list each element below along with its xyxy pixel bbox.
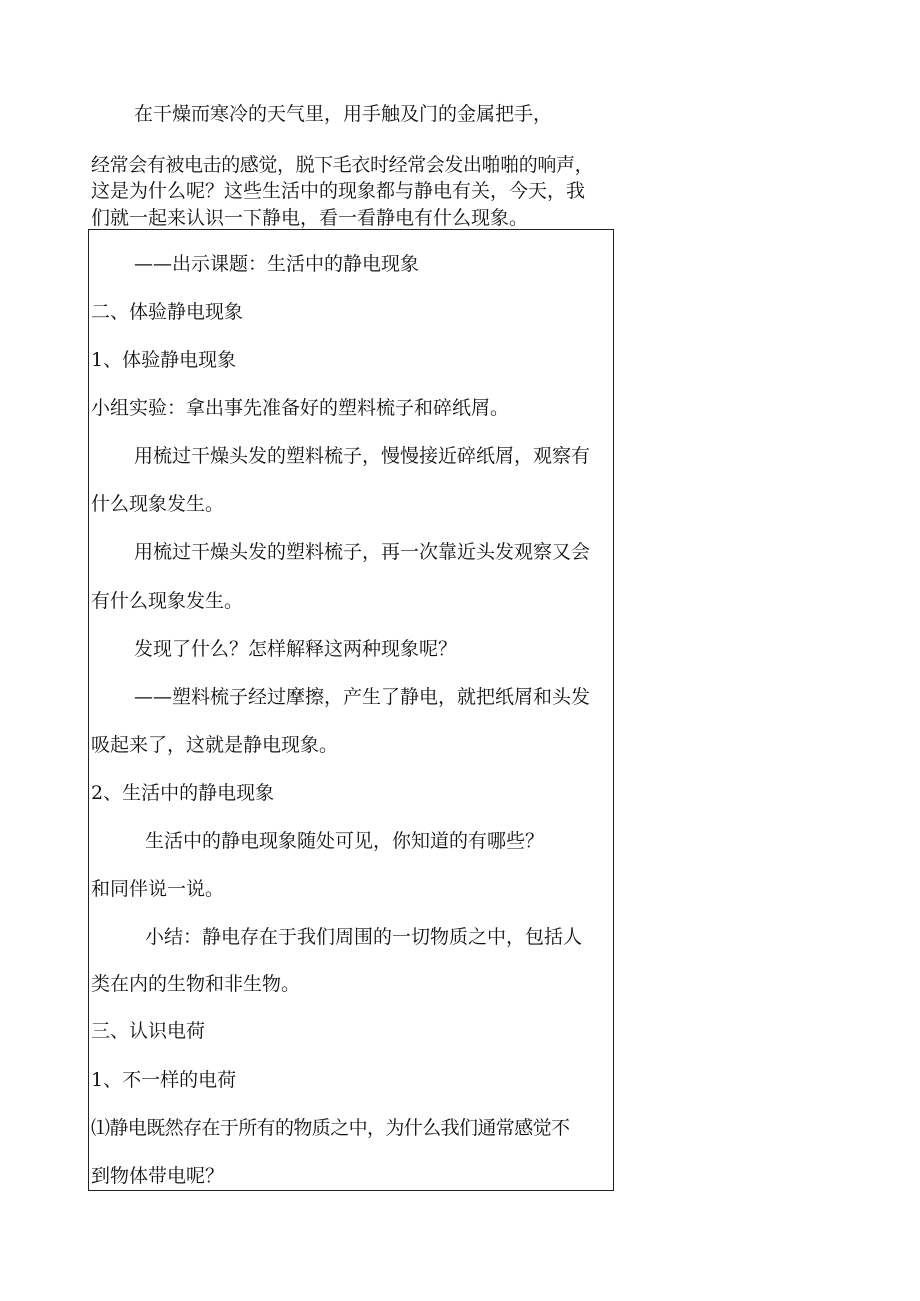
body-line: ——塑料梳子经过摩擦，产生了静电，就把纸屑和头发 xyxy=(134,686,591,708)
intro-line: 这是为什么呢？这些生活中的现象都与静电有关，今天，我 xyxy=(91,180,586,202)
body-line: 用梳过干燥头发的塑料梳子，再一次靠近头发观察又会 xyxy=(134,541,591,563)
body-line: 用梳过干燥头发的塑料梳子，慢慢接近碎纸屑，观察有 xyxy=(134,445,591,467)
body-line: 什么现象发生。 xyxy=(91,493,225,515)
body-line: 有什么现象发生。 xyxy=(91,590,244,612)
subsection-heading: 2、生活中的静电现象 xyxy=(91,782,275,804)
intro-line: 经常会有被电击的感觉，脱下毛衣时经常会发出啪啪的响声， xyxy=(91,154,594,176)
intro-line: 在干燥而寒冷的天气里，用手触及门的金属把手， xyxy=(134,103,553,125)
subsection-heading: 1、体验静电现象 xyxy=(91,349,237,371)
lesson-table-cell xyxy=(88,229,614,1191)
body-line: 生活中的静电现象随处可见，你知道的有哪些？ xyxy=(145,830,545,852)
summary-line: 小结：静电存在于我们周围的一切物质之中，包括人 xyxy=(145,926,583,948)
intro-line: 们就一起来认识一下静电，看一看静电有什么现象。 xyxy=(91,207,529,229)
body-line: 小组实验：拿出事先准备好的塑料梳子和碎纸屑。 xyxy=(91,397,510,419)
section-heading: 三、认识电荷 xyxy=(91,1020,206,1042)
body-line: 吸起来了，这就是静电现象。 xyxy=(91,734,339,756)
body-line: 发现了什么？怎样解释这两种现象呢？ xyxy=(134,638,458,660)
summary-line: 类在内的生物和非生物。 xyxy=(91,973,301,995)
body-line: ⑴静电既然存在于所有的物质之中，为什么我们通常感觉不 xyxy=(91,1117,570,1139)
subsection-heading: 1、不一样的电荷 xyxy=(91,1069,237,1091)
section-heading: 二、体验静电现象 xyxy=(91,301,244,323)
body-line: 和同伴说一说。 xyxy=(91,878,225,900)
body-line: 到物体带电呢？ xyxy=(91,1165,225,1187)
lesson-title-line: ——出示课题：生活中的静电现象 xyxy=(134,253,420,275)
